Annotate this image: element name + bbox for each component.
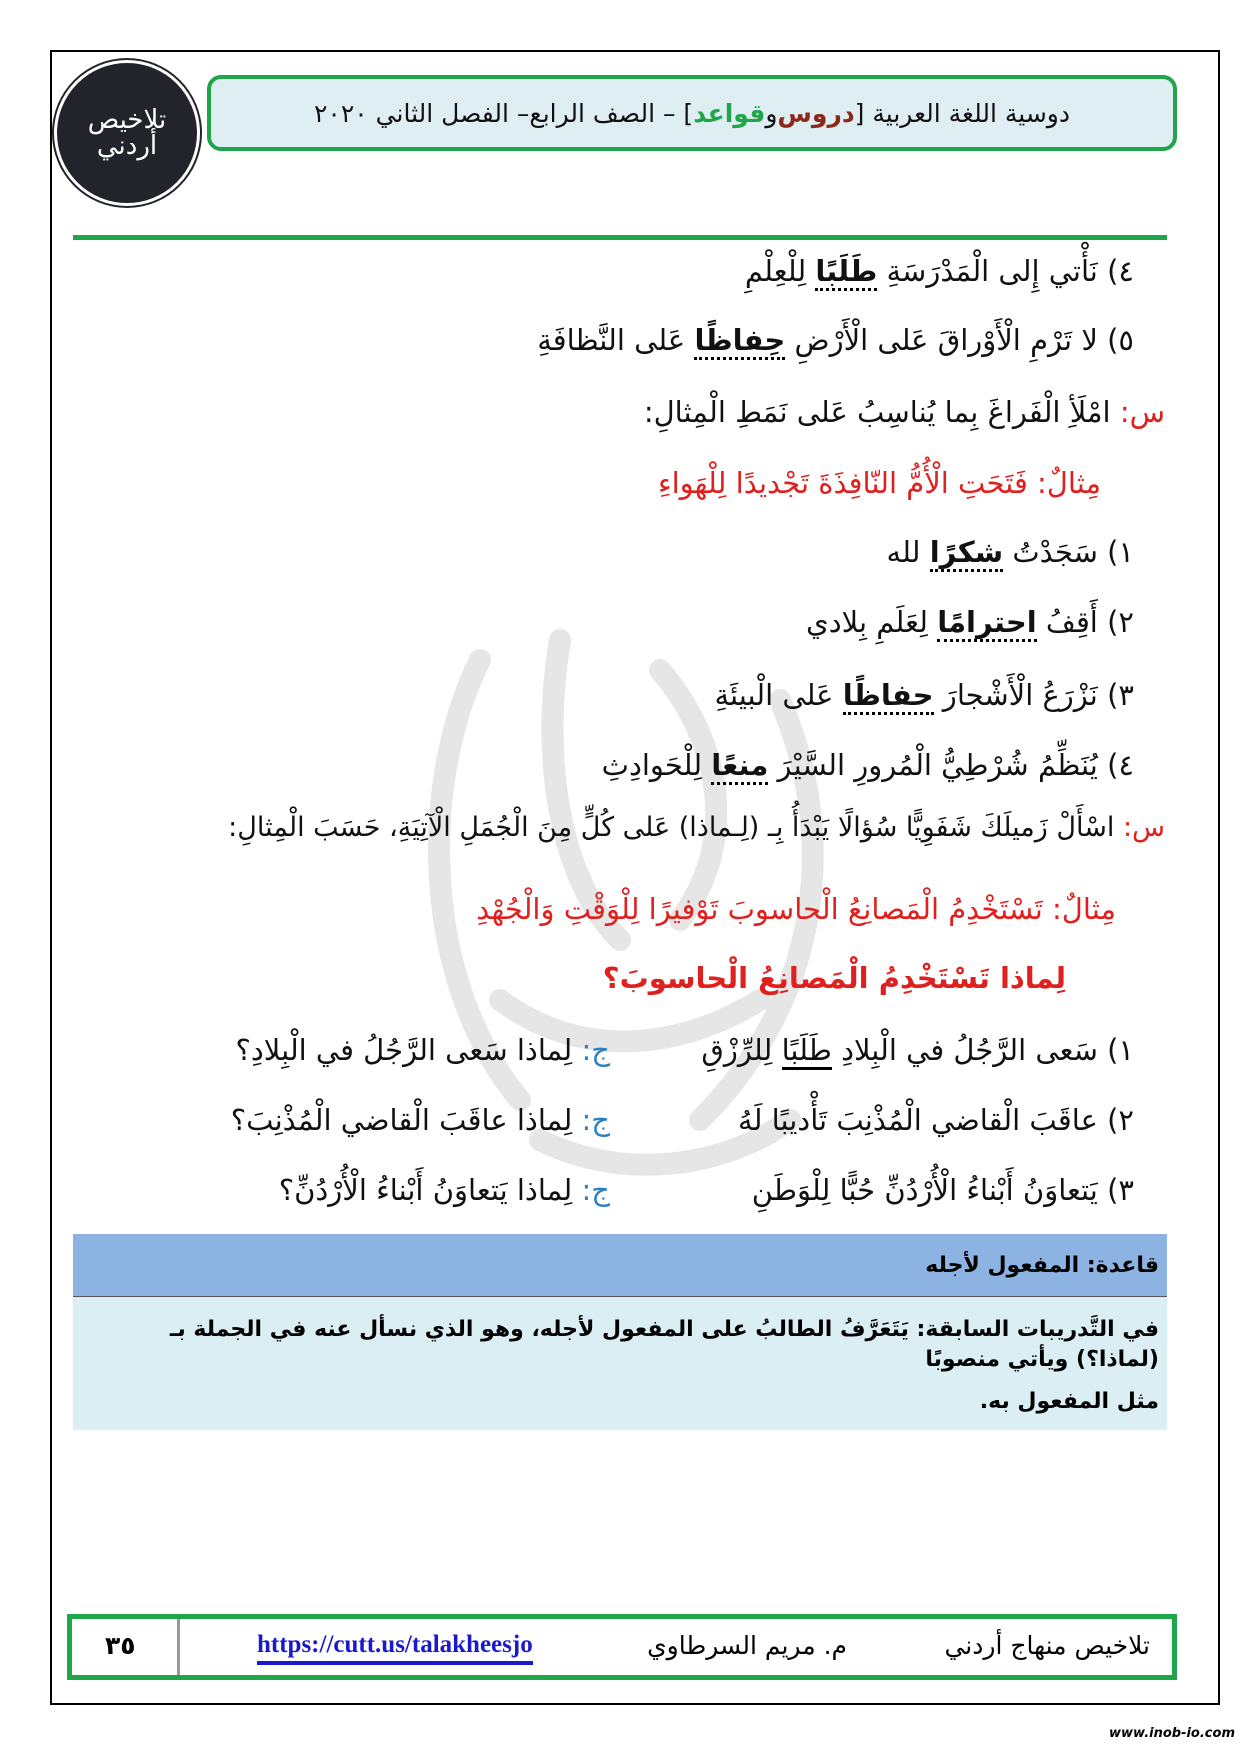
item-4: ٤) يُنَظِّمُ شُرْطِيُّ الْمُرورِ السَّيْرَ منعًا لِلْحَوادِثِ: [602, 748, 1134, 782]
answer-1: ج: لِماذا سَعى الرَّجُلُ في الْبِلادِ؟: [235, 1033, 610, 1067]
item-3: ٣) نَزْرَعُ الْأَشْجارَ حفاظًا عَلى الْبيئَةِ: [715, 678, 1135, 712]
example-2-question: لِماذا تَسْتَخْدِمُ الْمَصانِعُ الْحاسوبَ؟: [602, 961, 1066, 995]
divider: [73, 235, 1167, 240]
header-word-rules: قواعد: [693, 98, 766, 128]
logo-text: تلاخيص أردني: [87, 105, 167, 161]
question-2: س: اسْأَلْ زَميلَكَ شَفَوِيًّا سُؤالًا يَبْدَأُ بِـ (لِـماذا) عَلى كُلٍّ مِنَ الْجُمَلِ الْآتِيَةِ، حَسَبَ الْمِثالِ:: [228, 812, 1165, 843]
rule-body: [73, 1297, 1167, 1430]
header-text: دوسية اللغة العربية [: [854, 98, 1070, 128]
header-and: و: [765, 98, 778, 128]
qa-sentence-1: ١) سَعى الرَّجُلُ في الْبِلادِ طَلَبًا لِلرِّزْقِ: [654, 1033, 1134, 1067]
rule-body-line-2: مثل المفعول به.: [979, 1389, 1159, 1414]
example-2: مِثالٌ: تَسْتَخْدِمُ الْمَصانِعُ الْحاسوبَ تَوْفيرًا لِلْوَقْتِ وَالْجُهْدِ: [476, 892, 1116, 926]
rule-title: قاعدة: المفعول لأجله: [925, 1252, 1159, 1278]
logo: [54, 60, 200, 206]
answer-3: ج: لِماذا يَتعاوَنُ أَبْناءُ الْأُرْدُنِّ؟: [278, 1173, 610, 1207]
rule-body-line-1: في التَّدريبات السابقة: يَتَعَرَّفُ الطالبُ على المفعول لأجله، وهو الذي نسأل عنه في الجملة بـ (لماذا؟) ويأتي منصوبًا: [169, 1317, 1159, 1372]
qa-sentence-2: ٢) عاقَبَ الْقاضي الْمُذْنِبَ تَأْديبًا لَهُ: [738, 1103, 1134, 1137]
question-1: س: امْلَأِ الْفَراغَ بِما يُناسِبُ عَلى نَمَطِ الْمِثالِ:: [643, 395, 1165, 429]
footer-separator: [177, 1619, 180, 1675]
rule-title-band: [73, 1234, 1167, 1297]
watermark-stroke: [660, 670, 716, 920]
answer-2: ج: لِماذا عاقَبَ الْقاضي الْمُذْنِبَ؟: [230, 1103, 610, 1137]
header-word-lessons: دروس: [777, 98, 855, 128]
qa-sentence-3: ٣) يَتعاوَنُ أَبْناءُ الْأُرْدُنِّ حُبًّا لِلْوَطَنِ: [751, 1173, 1134, 1207]
header-box: [207, 75, 1177, 151]
footer-link[interactable]: https://cutt.us/talakheesjo: [257, 1631, 533, 1665]
footer-brand: تلاخيص منهاج أردني: [944, 1631, 1150, 1660]
page-number: ٣٥: [105, 1631, 136, 1660]
footer-author: م. مريم السرطاوي: [647, 1631, 847, 1660]
item-1: ١) سَجَدْتُ شكرًا لله: [887, 535, 1134, 569]
example-1: مِثالٌ: فَتَحَتِ الْأُمُّ النّافِذَةَ تَجْديدًا لِلْهَواءِ: [657, 466, 1101, 500]
footer: [67, 1614, 1177, 1680]
sentence-4: ٤) نَأْتي إِلى الْمَدْرَسَةِ طَلَبًا لِلْعِلْمِ: [745, 254, 1134, 288]
item-2: ٢) أَقِفُ احترامًا لِعَلَمِ بِلادي: [806, 605, 1134, 639]
sentence-5: ٥) لا تَرْمِ الْأَوْراقَ عَلى الْأَرْضِ حِفاظًا عَلى النَّظافَةِ: [537, 323, 1134, 357]
site-watermark: www.inob-io.com: [1109, 1726, 1235, 1741]
header-grade: ] – الصف الرابع– الفصل الثاني ٢٠٢٠: [314, 98, 694, 128]
